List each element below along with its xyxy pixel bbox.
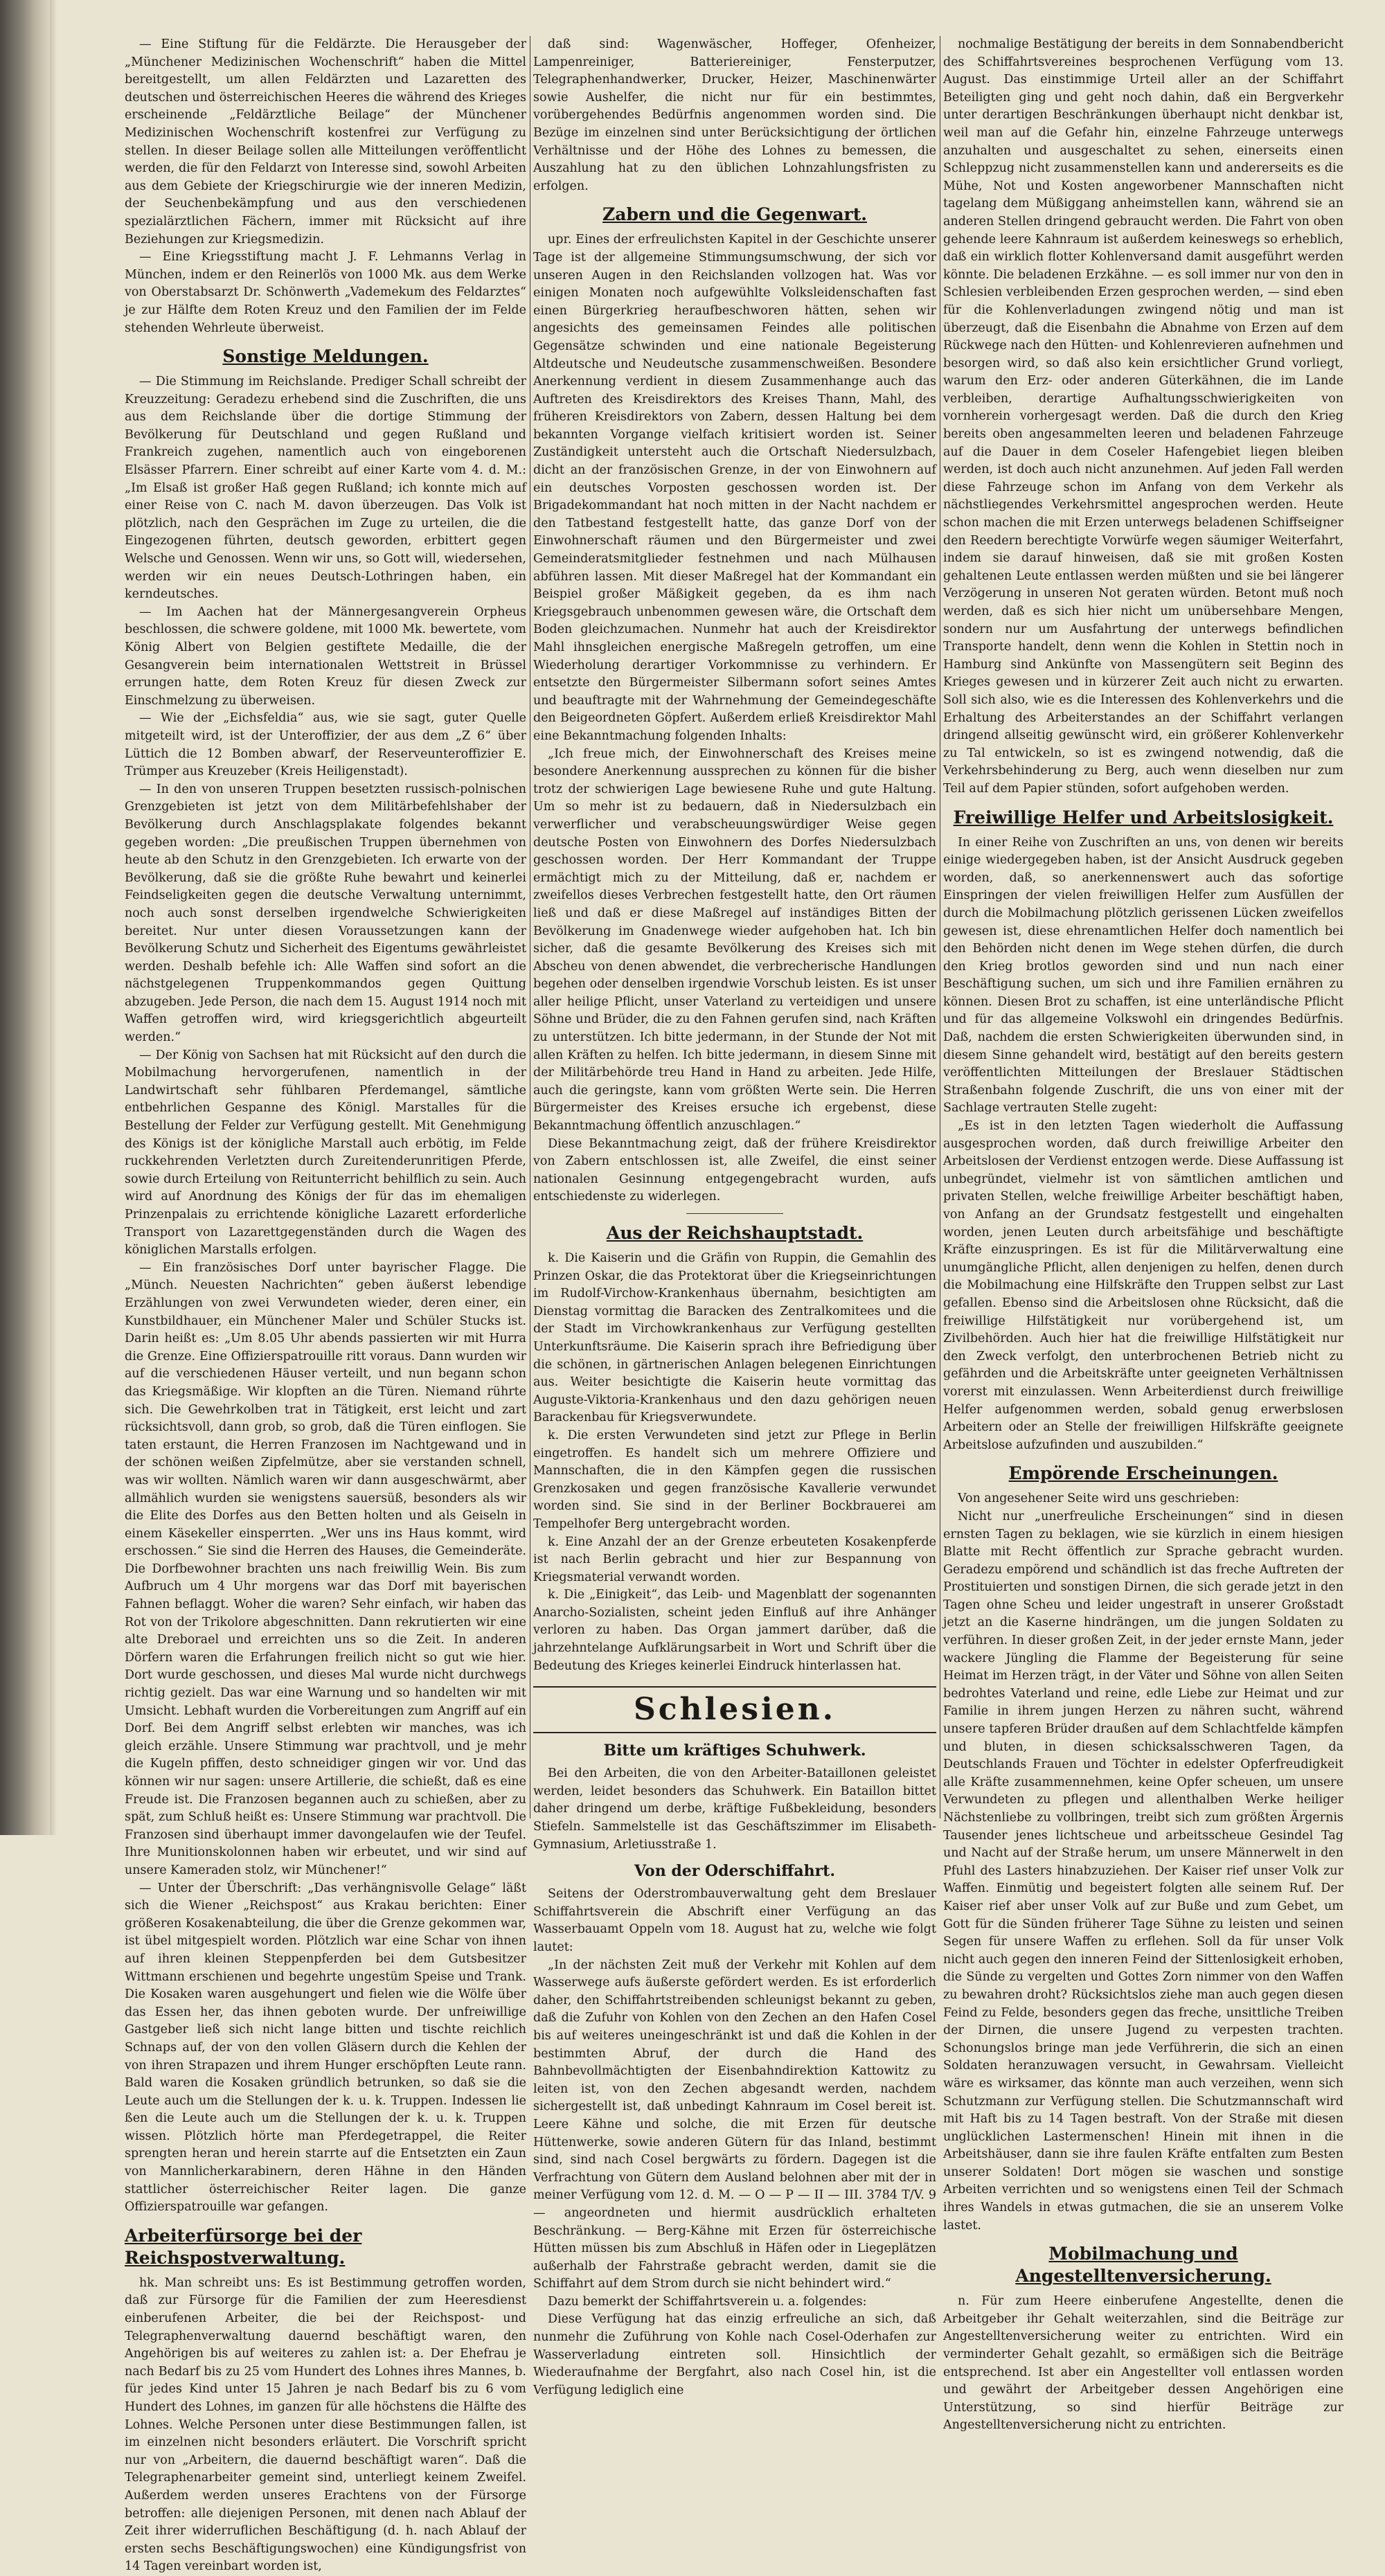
- article-mood-reichsland: — Die Stimmung im Reichslande. Prediger Schall schreibt der Kreuzzeitung: Geradezu erhebend sind die Zuschriften, die uns aus dem Reichslande über die dortige Stimmung der Bevölkerung für Deutschland und gegen Rußland und Frankreich zugehen, namentlich auch von eingeborenen Elsässer Pfarrern. Einer schreibt auf einer Karte vom 4. d. M.: „Im Elsaß ist großer Haß gegen Rußland; ich konnte mich auf einer Reise von C. nach M. davon überzeugen. Das Volk ist plötzlich, nach den Gesprächen im Zuge zu urteilen, die die Eingezogenen führten, deutsch geworden, erbittert gegen Welsche und Genossen. Wenn wir uns, so Gott will, wiedersehen, werden wir ein neues Deutsch-Lothringen haben, ein kerndeutsches.: [125, 375, 526, 602]
- article-french-village: — Ein französisches Dorf unter bayrischer Flagge. Die „Münch. Neuesten Nachrichten“ geben äußerst lebendige Erzählungen von zwei Verwundeten wieder, deren einer, ein Kunstbildhauer, ein Münchener Maler und Schüler Stucks ist. Darin heißt es: „Um 8.05 Uhr abends passierten wir mit Hurra die Grenze. Eine Offizierspatrouille ritt voraus. Dann wurden wir auf die verschiedenen Häuser verteilt, und nun begann schon das Kriegsmäßige. Wir klopften an die Türen. Niemand rührte sich. Die Gewehrkolben trat in Tätigkeit, erst leicht und zart rücksichtsvoll, dann grob, so grob, daß die Türen einflogen. Sie taten erstaunt, die Herren Franzosen im Nachtgewand und in der schönen weißen Zipfelmütze, aber sie verstanden schnell, was wir wollten. Nämlich waren wir dann ausgeschwärmt, aber allmählich wurden sie wenigstens sauersüß, besonders als wir die Elite des Dorfes aus den Betten holten und als Geiseln in einem Käsekeller einsperrten. „Wer uns ins Haus kommt, wird erschossen.“ Sie sind die Herren des Hauses, die Gemeinderäte. Die Dorfbewohner brachten uns nach freiwillig Wein. Bis zum Aufbruch um 4 Uhr morgens war das Dorf mit bayerischen Fahnen beflaggt. Woher die waren? Sehr einfach, wir haben das Rot von der Trikolore abgeschnitten. Dann rekrutierten wir eine alte Dreborael und erreichten uns so die Zeit. In anderen Dörfern waren die Erfahrungen freilich nicht so gut wie hier. Dort wurde geschossen, und dieses Mal wurde nicht durchwegs richtig gezielt. Das war eine Warnung und so handelten wir mit Umsicht. Lebhaft wurden die Vorbereitungen zum Angriff auf ein Dorf. Bei dem Angriff selbst erlebten wir manches, was ich gleich erzähle. Unsere Stimmung war prachtvoll, und je mehr die Kugeln pfiffen, desto schneidiger gingen wir vor. Und das können wir nur sagen: unsere Artillerie, die schießt, daß es eine Freude ist. Die Franzosen begannen auch zu schießen, aber zu spät, zum Schluß heißt es: Unsere Stimmung war prachtvoll. Die Franzosen sind überhaupt immer davongelaufen wie der Teufel. Ihre Munitionskolonnen haben wir erbeutet, und wir sind auf unsere Kameraden stolz, wir Münchener!“: [125, 1260, 526, 1877]
- article-zabern-conclusion: Diese Bekanntmachung zeigt, daß der frühere Kreisdirektor von Zabern entschlossen ist, alle Zweifel, die einst seiner nationalen Gesinnung entgegengebracht wurden, aufs entschiedenste zu widerlegen.: [533, 1136, 936, 1204]
- article-oder-remark: Dazu bemerkt der Schiffahrtsverein u. a. folgendes:: [548, 2294, 867, 2309]
- column-1: [125, 36, 526, 2574]
- article-outrageous-intro: Von angesehener Seite wird uns geschrieben:: [958, 1492, 1240, 1506]
- column-3: [943, 36, 1343, 2433]
- subheading-oder-shipping: Von der Oderschiffahrt.: [634, 1862, 835, 1881]
- article-war-foundation: — Eine Kriegsstiftung macht J. F. Lehmanns Verlag in München, indem er den Reinerlös von 1000 Mk. aus dem Werke von Oberstabsarzt Dr. Schönwerth „Vademekum des Feldarztes“ je zur Hälfte dem Roten Kreuz und den Familien der im Felde stehenden Wehrleute überweist.: [125, 250, 526, 335]
- heading-zabern: Zabern und die Gegenwart.: [602, 204, 867, 225]
- article-oder-cont: nochmalige Bestätigung der bereits in dem Sonnabendbericht des Schiffahrtsvereines besprochenen Verfügung vom 13. August. Das einstimmige Urteil aller an der Schiffahrt Beteiligten ging und geht noch dahin, daß ein Bergverkehr unter derartigen Beschränkungen überhaupt nicht denkbar ist, weil man auf die Gefahr hin, einzelne Fahrzeuge unterwegs anzuhalten und ausgeschaltet zu sehen, einerseits einen Schleppzug nicht zusammenstellen kann und andererseits es die Mühe, Not und Kosten angeworbener Mannschaften nicht tagelang dem Müßiggang anheimstellen kann, während sie an anderen Stellen dringend gebraucht werden. Die Fahrt von oben gehende leere Kahnraum ist außerdem keineswegs so erheblich, daß ein wirklich flotter Kohlenversand damit ausgeführt werden könnte. Die beladenen Erzkähne. — es soll immer nur von den in Schlesien verbleibenden Erzen gesprochen werden, — sind eben für die Kohlenverladungen zwingend nötig und man ist überzeugt, daß die Eisenbahn die Abnahme von Erzen auf dem Rückwege nach den Hütten- und Kohlenrevieren aufnehmen und besorgen wird, so daß also kein ersichtlicher Grund vorliegt, warum den Erz- oder anderen Güterkähnen, die im Lande verbleiben, derartige Aufhaltungsschwierigkeiten von vornherein vorhergesagt werden. Daß die durch den Krieg bereits oben angesammelten leeren und beladenen Fahrzeuge auf die Dauer in dem Coseler Hafengebiet liegen bleiben werden, ist doch auch nicht anzunehmen. Auf jeden Fall werden diese Fahrzeuge schon im Anfang von dem Verkehr als nächstliegendes Verkehrsmittel angesprochen werden. Heute schon machen die mit Erzen unterwegs beladenen Schiffseigner den Reedern berechtigte Vorwürfe wegen säumiger Weiterfahrt, indem sie darauf hinweisen, daß sie mit großen Kosten gehaltenen Leute entlassen werden müßten und sie bei längerer Verzögerung in unseren Not geraten würden. Betont muß noch werden, daß es sich hier nicht um unübersehbare Mengen, sondern nur um Ausfahrtung der unterwegs befindlichen Transporte handelt, denn wenn die Kohlen in Stettin noch in Hamburg sind Ankünfte von Massengütern seit Beginn des Krieges gewesen und in kürzerer Zeit auch nicht zu erwarten. Soll sich also, wie es die Interessen des Kohlenverkehrs und die Erhaltung des Arbeiterstandes an der Schiffahrt verlangen dringend allseitig gewünscht wird, ein größerer Kohlenverkehr zu Tal entwickeln, so ist es zwingend notwendig, daß die Verkehrsbehinderung zu Berg, auch wenn dieselben nur zum Teil auf dem Papier stünden, sofort aufgehoben werden.: [943, 37, 1343, 796]
- article-empress: k. Die Kaiserin und die Gräfin von Ruppin, die Gemahlin des Prinzen Oskar, die das Protektorat über die Kriegseinrichtungen im Rudolf-Virchow-Krankenhaus übernahm, besichtigten am Dienstag vormittag die Baracken des Zentralkomitees und die der Stadt im Virchowkrankenhaus zur Verfügung gestellten Unterkunftsräume. Die Kaiserin sprach ihre Befriedigung über die schönen, in gärtnerischen Anlagen belegenen Einrichtungen aus. Weiter besichtigte die Kaiserin heute vormittag das Auguste-Viktoria-Krankenhaus und den dazu gehörigen neuen Barackenbau für Kriegsverwundete.: [533, 1251, 936, 1425]
- heading-employee-insurance: Mobilmachung und Angestelltenversicherung.: [1015, 2244, 1271, 2287]
- article-worker-welfare-cont: daß sind: Wagenwäscher, Hoffeger, Ofenheizer, Lampenreiniger, Batteriereiniger, Fensterputzer, Telegraphenhandwerker, Drucker, Heizer, Maschinenwärter sowie Aushelfer, die nicht nur für ein bestimmtes, vorübergehendes Bedürfnis angenommen worden sind. Die Bezüge im einzelnen sind unter Berücksichtigung der örtlichen Verhältnisse und der Höhe des Lohnes zu bemessen, die Auszahlung hat zu den üblichen Lohnzahlungsfristen zu erfolgen.: [533, 37, 936, 193]
- heading-volunteers: Freiwillige Helfer und Arbeitslosigkeit.: [953, 807, 1334, 828]
- binding-edge: [50, 0, 57, 1835]
- article-eichsfeldia: — Wie der „Eichsfeldia“ aus, wie sie sagt, guter Quelle mitgeteilt wird, ist der Unteroffizier, der aus dem „Z 6“ über Lüttich die 12 Bomben abwarf, der Reserveunteroffizier E. Trümper aus Kreuzeber (Kreis Heiligenstadt).: [125, 711, 526, 779]
- article-volunteers-quote: „Es ist in den letzten Tagen wiederholt die Auffassung ausgesprochen worden, daß durch freiwillige Arbeiter den Arbeitslosen der Verdienst entzogen werde. Diese Auffassung ist unbegründet, vielmehr ist von sämtlichen amtlichen und privaten Stellen, welche freiwillige Arbeiter beschäftigt haben, von Anfang an der Grundsatz festgestellt und eingehalten worden, jenen Leuten durch arbeitsfähige und beschäftigte Kräfte einzuspringen. Es ist für die Militärverwaltung eine unumgängliche Pflicht, allen denjenigen zu helfen, denen durch die Mobilmachung eine Hilfskräfte den Truppen selbst zur Last gefallen. Ebenso sind die Arbeitslosen ohne Rücksicht, daß die freiwillige Hilfstätigkeit nur vorübergehend ist, um Zivilbehörden. Auch hier hat die freiwillige Hilfstätigkeit nur den Zweck verfolgt, den unterbrochenen Betrieb nicht zu gefährden und die Arbeitskräfte unter geeigneten Verhältnissen vorerst mit einzulassen. Wenn Arbeiterdienst durch freiwillige Helfer aufgenommen werden, sobald genug erwerbslosen Arbeitern oder an Stelle der freiwilligen Hilfskräfte geeignete Arbeitslose aufzufinden und auszubilden.“: [943, 1119, 1343, 1452]
- heading-outrageous: Empörende Erscheinungen.: [1008, 1463, 1278, 1484]
- article-outrageous: Nicht nur „unerfreuliche Erscheinungen“ sind in diesen ernsten Tagen zu beklagen, wie sie kürzlich in einem hiesigen Blatte mit Recht öffentlich zur Sprache gebracht wurden. Geradezu empörend und schändlich ist das freche Auftreten der Prostituierten und sonstigen Dirnen, die sich gerade jetzt in den Tagen ohne Scheu und leider ungestraft in unserer Großstadt jetzt an die Kaserne hindrängen, um die jungen Soldaten zu verführen. In dieser großen Zeit, in der jeder ernste Mann, jeder wackere Jüngling die Flamme der Begeisterung für seine Heimat im Herzen trägt, in der Väter und Söhne von allen Seiten bedrohtes Vaterland und reine, edle Liebe zur Heimat und zur Familie in ihrem jungen Herzen zu nähren sucht, während unsere tapferen Brüder draußen auf dem Schlachtfelde kämpfen und bluten, in diesen schicksalsschweren Tagen, da Deutschlands Frauen und Töchter in edelster Opferfreudigkeit alle Kräfte zusammennehmen, keine Opfer scheuen, um unsere Verwundeten zu pflegen und allenthalben Werke heiliger Nächstenliebe zu vollbringen, treibt sich zum größten Ärgernis Tausender jenes lichtscheue und arbeitsscheue Gesindel Tag und Nacht auf der Straße herum, um unsere Männerwelt in den Pfuhl des Lasters hinabzuziehen. Der Kaiser rief unser Volk zur Waffen. Einmütig und begeistert folgten alle seinem Ruf. Der Kaiser rief aber unser Volk auf zur Buße und zum Gebet, um Gott für die Sünden früherer Tage Sühne zu leisten und seinen Segen für unsere Waffen zu erflehen. Soll da für unser Volk nicht auch gegen den inneren Feind der Sittenlosigkeit erhoben, die Sünde zu vergelten und Gottes Zorn nimmer von den Waffen zu bewahren droht? Rücksichtslos ziehe man auch gegen diesen Feind zu Felde, besonders gegen das freche, unsittliche Treiben der Dirnen, die unsere Jugend zu verpesten trachten. Schonungslos bringe man jede Verführerin, die sich an einen Soldaten heranzuwagen versucht, in Gewahrsam. Vielleicht wäre es wirksamer, das könnte man auch verzeihen, wenn sich Schutzmann zur Verfügung stellen. Die Schutzmannschaft wird mit Haft bis zu 14 Tagen bestraft. Von der Straße mit diesen unglücklichen Lastermenschen! Hinein mit ihnen in die Arbeitshäuser, dann sie ihre faulen Kräfte entfalten zum Besten unserer Soldaten! Dort mögen sie waschen und sonstige Arbeiten verrichten und so wenigstens einen Teil der Schmach ihres Wandels in etwas gutmachen, die sie an unserem Volke lastet.: [943, 1509, 1343, 2233]
- article-aachen-medal: — Im Aachen hat der Männergesangverein Orpheus beschlossen, die schwere goldene, mit 1000 Mk. bewertete, vom König Albert von Belgien gestiftete Medaille, die der Gesangverein beim internationalen Wettstreit in Brüssel errungen hatte, dem Roten Kreuz für diesen Zweck zur Einschmelzung zu überweisen.: [125, 605, 526, 708]
- article-fatal-feast: — Unter der Überschrift: „Das verhängnisvolle Gelage“ läßt sich die Wiener „Reichspost“ aus Krakau berichten: Einer größeren Kosakenabteilung, die über die Grenze gekommen war, ist übel mitgespielt worden. Plötzlich war eine Schar von ihnen auf ihren kleinen Steppenpferden bei dem Gutsbesitzer Wittmann erschienen und begehrte ungestüm Speise und Trank. Die Kosaken waren ausgehungert und fielen wie die Wölfe über das Essen her, das ihnen geboten wurde. Der unfreiwillige Gastgeber ließ sich nicht lange bitten und tischte reichlich Schnaps auf, der von den vollen Gläsern durch die Kehlen der von ihren Strapazen und ihrem Hunger erschöpften Leute rann. Bald waren die Kosaken gründlich betrunken, so daß sie die Leute auch um die Stellungen der k. u. k. Truppen. Indessen lie ßen die Leute auch um die Stellungen der k. u. k. Truppen wissen. Plötzlich hörte man Pferdegetrappel, die Reiter sprengten heran und herein starrte auf die Entsetzten ein Zaun von Mannlicherkarabinern, deren Hähne in den Händen stattlicher österreichischer Reiter lagen. Die ganze Offizierspatrouille war gefangen.: [125, 1881, 526, 2215]
- article-footwear: Bei den Arbeiten, die von den Arbeiter-Bataillonen geleistet werden, leidet besonders das Schuhwerk. Ein Bataillon bittet daher dringend um derbe, kräftige Fußbekleidung, besonders Stiefeln. Sammelstelle ist das Geschäftszimmer im Elisabeth-Gymnasium, Arletiusstraße 1.: [533, 1766, 936, 1852]
- article-oder-comment: Diese Verfügung hat das einzig erfreuliche an sich, daß nunmehr die Zuführung von Kohle nach Cosel-Oderhafen zur Wasserverladung eintreten soll. Hinsichtlich der Wiederaufnahme der Bergfahrt, also nach Cosel hin, ist die Verfügung lediglich eine: [533, 2312, 936, 2397]
- article-oder-decree: „In der nächsten Zeit muß der Verkehr mit Kohlen auf dem Wasserwege aufs äußerste gefördert werden. Es ist erforderlich daher, den Schiffahrtstreibenden schleunigst bekannt zu geben, daß die Zufuhr von Kohlen von den Zechen an den Hafen Cosel bis auf weiteres uneingeschränkt ist und daß die Kohlen in der bestimmten Abruf, der durch die Hand des Bahnbevollmächtigten der Eisenbahndirektion Kattowitz zu leiten ist, von den Zechen abgesandt werden, nachdem sichergestellt ist, daß unbedingt Kahnraum im Cosel bereit ist. Leere Kähne und solche, die mit Erzen für deutsche Hüttenwerke, sowie anderen Gütern für das Inland, bestimmt sind, sind nach Cosel bergwärts zu fördern. Dagegen ist die Verfrachtung von Gütern dem Ausland belohnen aber mit der in meiner Verfügung vom 12. d. M. — O — P — II — III. 3784 T/V. 9 — angeordneten und hiermit ausdrücklich erhalteten Beschränkung. — Berg-Kähne mit Erzen für österreichische Hütten müssen bis zum Abschluß in Häfen oder in Liegeplätzen außerhalb der Fahrstraße gebracht werden, damit sie die Schiffahrt auf dem Strom durch sie nicht behindert wird.“: [533, 1958, 936, 2291]
- heading-capital: Aus der Reichshauptstadt.: [606, 1223, 864, 1243]
- subheading-footwear: Bitte um kräftiges Schuhwerk.: [603, 1742, 866, 1760]
- article-cossack-horses: k. Eine Anzahl der an der Grenze erbeuteten Kosakenpferde ist nach Berlin gebracht und hier zur Bespannung von Kriegsmaterial verwandt worden.: [533, 1535, 936, 1584]
- article-worker-welfare: hk. Man schreibt uns: Es ist Bestimmung getroffen worden, daß zur Fürsorge für die Familien der zum Heeresdienst einberufenen Arbeiter, die bei der Reichspost- und Telegraphenverwaltung dauernd beschäftigt waren, den Angehörigen bis auf weiteres zu zahlen ist: a. Der Ehefrau je nach Bedarf bis zu 25 vom Hundert des Lohnes ihres Mannes, b. für jedes Kind unter 15 Jahren je nach Bedarf bis zu 6 vom Hundert des Lohnes, im ganzen für alle höchstens die Hälfte des Lohnes. Welche Personen unter diese Bestimmungen fallen, ist im einzelnen nicht besonders erläutert. Die Vorschrift spricht nur von „Arbeitern, die dauernd beschäftigt waren“. Daß die Telegraphenarbeiter gemeint sind, unterliegt keinem Zweifel. Außerdem werden unseres Erachtens von der Fürsorge betroffen: alle diejenigen Personen, mit denen nach Ablauf der Zeit ihrer widerruflichen Beschäftigung (d. h. nach Ablauf der ersten sechs Beschäftigungswochen) eine Kündigungsfrist von 14 Tagen vereinbart worden ist,: [125, 2275, 526, 2574]
- heading-other-news: Sonstige Meldungen.: [222, 346, 429, 367]
- book-binding: [0, 0, 50, 1835]
- heading-silesia: Schlesien.: [533, 1686, 936, 1733]
- column-2: [533, 36, 936, 2397]
- article-employee-insurance: n. Für zum Heere einberufene Angestellte, denen die Arbeitgeber ihr Gehalt weiterzahlen, sind die Beiträge zur Angestelltenversicherung weiter zu entrichten. Wird ein verminderter Gehalt gezahlt, so ermäßigen sich die Beiträge entsprechend. Ist aber ein Angestellter voll entlassen worden und gewährt der Arbeitgeber dessen Angehörigen eine Unterstützung, so sind hierfür Beiträge zur Angestelltenversicherung nicht zu entrichten.: [943, 2294, 1343, 2433]
- article-oder-intro: Seitens der Oderstrombauverwaltung geht dem Breslauer Schiffahrtsverein die Abschrift einer Verfügung an das Wasserbauamt Oppeln vom 18. August hat zu, welche wie folgt lautet:: [533, 1887, 936, 1954]
- article-zabern-proclamation: „Ich freue mich, der Einwohnerschaft des Kreises meine besondere Anerkennung aussprechen zu können für die bisher trotz der schwierigen Lage bewiesene Ruhe und gute Haltung. Um so mehr ist zu bedauern, daß in Niedersulzbach ein verwerflicher und verabscheuungswürdiger Weise gegen deutsche Posten von Einwohnern des Dorfes Niedersulzbach geschossen worden. Der Herr Kommandant der Truppe ermächtigt mich zu der Mitteilung, daß er, nachdem er zweifellos dieses Verbrechen festgestellt hatte, den Ort räumen ließ und daß er diese Maßregel auf inständiges Bitten der Bevölkerung im Gnadenwege wieder aufgehoben hat. Ich bin sicher, daß die gesamte Bevölkerung des Kreises sich mit Abscheu von denen abwendet, die verbrecherische Handlungen begehen oder denselben irgendwie Vorschub leisten. Es ist unser aller heilige Pflicht, unser Vaterland zu verteidigen und unsere Söhne und Brüder, die zu den Fahnen gerufen sind, nach Kräften zu unterstützen. Ich bitte jedermann, in der Stunde der Not mit allen Kräften zu helfen. Ich bitte jedermann, in diesem Sinne mit der Militärbehörde treu Hand in Hand zu arbeiten. Jede Hilfe, auch die geringste, kann vom größten Werte sein. Die Herren Bürgermeister des Kreises ersuche ich ergebenst, diese Bekanntmachung öffentlich anzuschlagen.“: [533, 746, 936, 1134]
- article-field-doctors-foundation: — Eine Stiftung für die Feldärzte. Die Herausgeber der „Münchener Medizinischen Wochenschrift“ haben die Mittel bereitgestellt, um allen Feldärzten und Lazaretten des deutschen und österreichischen Heeres die während des Krieges erscheinende „Feldärztliche Beilage“ der Münchener Medizinischen Wochenschrift kostenfrei zur Verfügung zu stellen. In dieser Beilage sollen alle Mitteilungen veröffentlicht werden, die für den Feldarzt von Interesse sind, sowohl Arbeiten aus dem Gebiete der Kriegschirurgie wie der inneren Medizin, der Seuchenbekämpfung und aus den verschiedenen spezialärztlichen Fächern, immer mit Rücksicht auf ihre Beziehungen zur Kriegsmedizin.: [125, 37, 526, 247]
- article-king-saxony: — Der König von Sachsen hat mit Rücksicht auf den durch die Mobilmachung hervorgerufenen, namentlich in der Landwirtschaft sehr fühlbaren Pferdemangel, sämtliche entbehrlichen Gespanne des Königl. Marstalles für die Bestellung der Felder zur Verfügung gestellt. Mit Genehmigung des Königs ist der königliche Marstall auch erbötig, im Felde ruckkehrenden Verletzten durch Zureitenderunritigen Pferde, sowie durch Erteilung von Reitunterricht behilflich zu sein. Auch wird auf Anordnung des Königs der für das im ehemaligen Prinzenpalais zu errichtende königliche Lazarett erforderliche Transport von Lazarettgegenständen durch die Wagen des königlichen Marstalls erfolgen.: [125, 1048, 526, 1258]
- article-zabern: upr. Eines der erfreulichsten Kapitel in der Geschichte unserer Tage ist der allgemeine Stimmungsumschwung, der sich vor unseren Augen in den Reichslanden vollzogen hat. Was vor einigen Monaten noch aufgewühlte Volksleidenschaften fast einen Bürgerkrieg heraufbeschworen hätten, sehen wir angesichts des gemeinsamen Feindes alle politischen Gegensätze schwinden und eine nationale Begeisterung Altdeutsche und Neudeutsche zusammenschweißen. Besondere Anerkennung verdient in diesem Zusammenhange auch das Auftreten des Kreisdirektors des Kreises Thann, Mahl, des früheren Kreisdirektors von Zabern, dessen Haltung bei dem bekannten Vorgange vielfach kritisiert worden ist. Seiner Zuständigkeit untersteht auch die Ortschaft Niedersulzbach, dicht an der französischen Grenze, in der von Einwohnern auf ein deutsches Vorposten geschossen worden ist. Der Brigadekommandant hat noch mitten in der Nacht nachdem er den Tatbestand festgestellt hatte, das ganze Dorf von der Einwohnerschaft räumen und den Bürgermeister und zwei Gemeinderatsmitglieder festnehmen und nach Mülhausen abführen lassen. Mit dieser Maßregel hat der Kommandant ein Beispiel großer Mäßigkeit gegeben, da es ihm nach Kriegsgebrauch unbenommen gewesen wäre, die Ortschaft dem Boden gleichzumachen. Nunmehr hat auch der Kreisdirektor Mahl ihnsgleichen energische Maßregeln getroffen, um eine Wiederholung derartiger Vorkommnisse zu verhindern. Er entsetzte den Bürgermeister Silbermann sofort seines Amtes und beauftragte mit der Wahrnehmung der Gemeindegeschäfte den Beigeordneten Göpfert. Außerdem erließ Kreisdirektor Mahl eine Bekanntmachung folgenden Inhalts:: [533, 233, 936, 743]
- separator: [686, 1213, 783, 1214]
- article-volunteers: In einer Reihe von Zuschriften an uns, von denen wir bereits einige wiedergegeben haben, ist der Ansicht Ausdruck gegeben worden, daß, so anerkennenswert auch das sofortige Einspringen der vielen freiwilligen Helfer zum Ausfüllen der durch die Mobilmachung plötzlich gerissenen Lücken zweifellos gewesen ist, diese ehrenamtlichen Helfer doch namentlich bei den Behörden nicht denen im Wege stehen dürfen, die durch den Krieg brotlos geworden sind und nun nach einer Beschäftigung suchen, um sich und ihre Familien ernähren zu können. Diesen Brot zu schaffen, ist eine unterländische Pflicht und für das allgemeine Volkswohl ein dringendes Bedürfnis. Daß, nachdem die ersten Schwierigkeiten überwunden sind, in diesem Sinne gehandelt wird, bestätigt auf den bereits gestern veröffentlichten Mitteilungen der Breslauer Städtischen Straßenbahn folgende Zuschrift, die uns von einer mit der Sachlage vertrauten Stelle zugeht:: [943, 835, 1343, 1116]
- heading-worker-welfare: Arbeiterfürsorge bei der Reichspostverwaltung.: [125, 2225, 362, 2268]
- article-wounded: k. Die ersten Verwundeten sind jetzt zur Pflege in Berlin eingetroffen. Es handelt sich um mehrere Offiziere und Mannschaften, die in den Kämpfen gegen die russischen Grenzkosaken und gegen französische Kavallerie verwundet worden sind. Sie sind in der Berliner Bockbrauerei am Tempelhofer Berg untergebracht worden.: [533, 1428, 936, 1531]
- article-einigkeit: k. Die „Einigkeit“, das Leib- und Magenblatt der sogenannten Anarcho-Sozialisten, scheint jeden Einfluß auf ihre Anhänger verloren zu haben. Das Organ jammert darüber, daß die jahrzehntelange Aufklärungsarbeit in Wort und Schrift über die Bedeutung des Krieges keinerlei Eindruck hinterlassen hat.: [533, 1588, 936, 1673]
- article-border-areas: — In den von unseren Truppen besetzten russisch-polnischen Grenzgebieten ist jetzt von dem Militärbefehlshaber der Bevölkerung durch Anschlagsplakate folgendes bekannt gegeben worden: „Die preußischen Truppen übernehmen von heute ab den Schutz in den Grenzgebieten. Ich erwarte von der Bevölkerung, daß sie die größte Ruhe bewahrt und keinerlei Feindseligkeiten gegen die deutsche Verwaltung unternimmt, noch auch sonst derselben irgendwelche Schwierigkeiten bereitet. Nur unter diesen Voraussetzungen kann der Bevölkerung Schutz und Sicherheit des Eigentums gewährleistet werden. Deshalb befehle ich: Alle Waffen sind sofort an die nächstgelegenen Truppenkommandos gegen Quittung abzugeben. Jede Person, die nach dem 15. August 1914 noch mit Waffen getroffen wird, wird kriegsgerichtlich abgeurteilt werden.“: [125, 782, 526, 1045]
